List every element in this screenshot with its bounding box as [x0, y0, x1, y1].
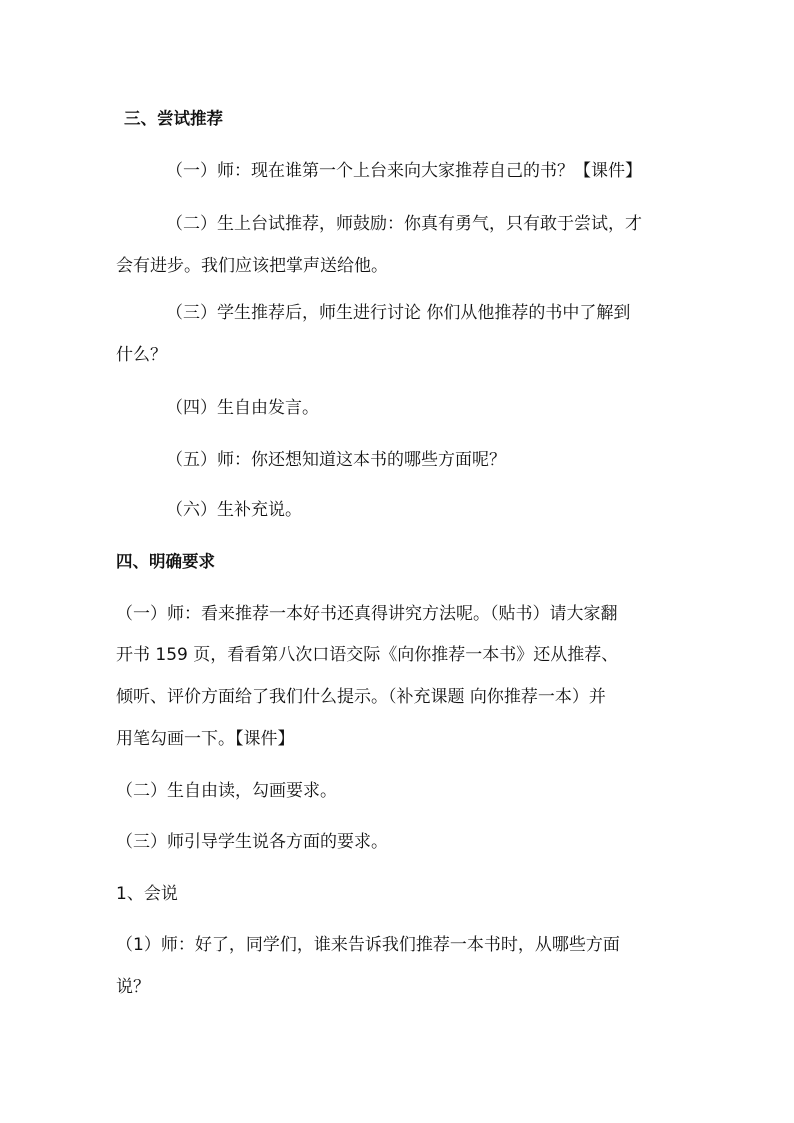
- paragraph-4-1-line-1: （一）师：看来推荐一本好书还真得讲究方法呢。（贴书）请大家翻: [116, 604, 618, 624]
- section-heading-4: 四、明确要求: [116, 552, 215, 571]
- paragraph-4-1-line-4: 用笔勾画一下。【课件】: [116, 729, 295, 749]
- paragraph-3-3-line-1: （三）学生推荐后，师生进行讨论 你们从他推荐的书中了解到: [166, 303, 631, 323]
- paragraph-3-6: （六）生补充说。: [166, 500, 302, 520]
- paragraph-4-1-line-3: 倾听、评价方面给了我们什么提示。（补充课题 向你推荐一本）并: [116, 687, 606, 707]
- section-heading-3: 三、尝试推荐: [124, 109, 223, 128]
- paragraph-3-1: （一）师：现在谁第一个上台来向大家推荐自己的书？【课件】: [166, 161, 642, 181]
- paragraph-3-3-line-2: 什么？: [116, 345, 167, 365]
- paragraph-4-2: （二）生自由读，勾画要求。: [116, 781, 337, 801]
- paragraph-4-3: （三）师引导学生说各方面的要求。: [116, 832, 388, 852]
- question-1-line-1: （1）师：好了，同学们，谁来告诉我们推荐一本书时，从哪些方面: [116, 935, 620, 955]
- paragraph-4-1-line-2: 开书 159 页，看看第八次口语交际《向你推荐一本书》还从推荐、: [116, 645, 619, 665]
- question-1-line-2: 说？: [116, 977, 150, 997]
- paragraph-3-2-line-1: （二）生上台试推荐，师鼓励：你真有勇气，只有敢于尝试，才: [166, 214, 642, 234]
- paragraph-3-5: （五）师：你还想知道这本书的哪些方面呢？: [166, 450, 506, 470]
- paragraph-3-4: （四）生自由发言。: [166, 398, 319, 418]
- paragraph-3-2-line-2: 会有进步。我们应该把掌声送给他。: [116, 256, 388, 276]
- subheading-1: 1、会说: [116, 884, 178, 904]
